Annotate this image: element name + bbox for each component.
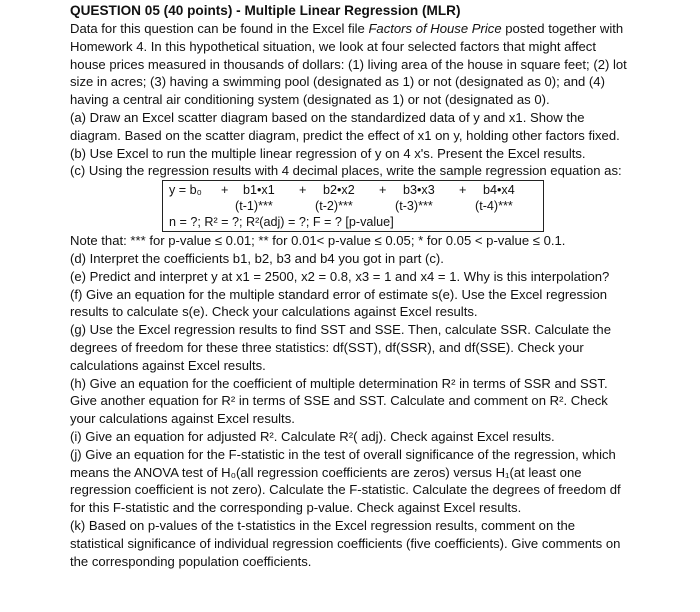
equation-term-1: b1•x1: [243, 183, 275, 198]
t-stat-1: (t-1)***: [235, 199, 273, 214]
part-j: (j) Give an equation for the F-statistic in the test of overall significance of the regression, which means the ANOVA test of H₀(all regression coefficients are zeros) versus H₁(at least one regression coefficient is not zero). Calculate the F-statistic. Calculate the degrees of freedom df for this F-statistic and the corresponding p-value. Check against Excel results.: [70, 446, 621, 516]
equation-plus: +: [299, 183, 307, 198]
equation-y-b0: y = b₀: [169, 183, 202, 198]
t-stat-row: [169, 198, 543, 214]
part-g: (g) Use the Excel regression results to find SST and SSE. Then, calculate SSR. Calculate the degrees of freedom for these three statistics: df(SST), df(SSR), and df(SSE). Check your calculations against Excel results.: [70, 322, 611, 373]
t-stat-4: (t-4)***: [475, 199, 513, 214]
part-f: (f) Give an equation for the multiple standard error of estimate s(e). Use the Excel regression results to calculate s(e). Check your calculations against Excel results.: [70, 286, 608, 320]
part-i: (i) Give an equation for adjusted R². Calculate R²( adj). Check against Excel results.: [70, 428, 555, 444]
equation-row: [169, 182, 543, 198]
significance-note: Note that: *** for p-value ≤ 0.01; ** for 0.01< p-value ≤ 0.05; * for 0.05 < p-value ≤ 0.1.: [70, 233, 566, 249]
equation-term-2: b2•x2: [323, 183, 355, 198]
intro-text-start: Data for this question can be found in the Excel file: [70, 21, 369, 36]
equation-term-4: b4•x4: [483, 183, 515, 198]
part-d: (d) Interpret the coefficients b1, b2, b3 and b4 you got in part (c).: [70, 250, 444, 266]
equation-plus: +: [459, 183, 467, 198]
part-b: (b) Use Excel to run the multiple linear regression of y on 4 x's. Present the Excel results.: [70, 145, 586, 161]
question-intro: [70, 20, 630, 109]
t-stat-3: (t-3)***: [395, 199, 433, 214]
summary-stats-row: n = ?; R² = ?; R²(adj) = ?; F = ? [p-value]: [169, 215, 394, 230]
question-title: QUESTION 05 (40 points) - Multiple Linear Regression (MLR): [70, 3, 461, 18]
part-a: (a) Draw an Excel scatter diagram based on the standardized data of y and x1. Show the diagram. Based on the scatter diagram, predict the effect of x1 on y, holding other factors fixed.: [70, 109, 620, 143]
t-stat-2: (t-2)***: [315, 199, 353, 214]
part-h: (h) Give an equation for the coefficient of multiple determination R² in terms of SSR and SST. Give another equation for R² in terms of SSE and SST. Calculate and comment on R². Check your calculations against Excel results.: [70, 375, 608, 427]
intro-text-end: posted together with Homework 4. In this hypothetical situation, we look at four selected factors that might affect house prices measured in thousands of dollars: (1) living area of the house in square feet; (2) lot size in acres; (3) having a swimming pool (designated as 1) or not (designated as 0); and (4) having a central air conditioning system (designated as 1) or not (designated as 0).: [70, 21, 627, 108]
regression-equation-box: [162, 180, 544, 232]
excel-file-name: Factors of House Price: [368, 21, 502, 36]
equation-plus: +: [379, 183, 387, 198]
equation-term-3: b3•x3: [403, 183, 435, 198]
equation-plus: +: [221, 183, 229, 198]
part-k: (k) Based on p-values of the t-statistics in the Excel regression results, comment on the statistical significance of individual regression coefficients (five coefficients). Give comments on the corresponding population coefficients.: [70, 517, 621, 569]
part-c: (c) Using the regression results with 4 decimal places, write the sample regression equation as:: [70, 163, 622, 179]
part-e: (e) Predict and interpret y at x1 = 2500, x2 = 0.8, x3 = 1 and x4 = 1. Why is this interpolation?: [70, 268, 610, 284]
